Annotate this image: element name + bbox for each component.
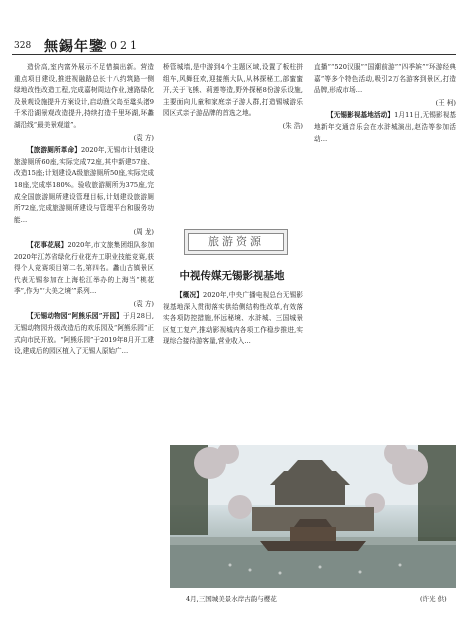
col1-paragraph-4: 于月28日,无锡动物园升级改造后的欢乐园及“阿熊乐园”正式向市民开放。“阿熊乐园”于2019年8月开工建设,建成后的园区植入了无锡人原始广… — [14, 312, 154, 356]
col1-heading-2: 【旅游厕所革命】 — [27, 146, 81, 155]
column-1 — [14, 62, 154, 640]
col2-source-1: (朱 浩) — [282, 121, 303, 130]
article-title: 中视传媒无锡影视基地 — [179, 270, 285, 282]
col1-source-2: (周 龙) — [133, 228, 154, 237]
yearbook-year: 2021 — [100, 39, 140, 52]
col1-source-1: (袁 方) — [133, 133, 154, 142]
column-3 — [314, 62, 456, 440]
article-heading-1: 【概况】 — [176, 291, 203, 299]
col3-heading-2: 【无锡影视基地活动】 — [327, 111, 395, 120]
yearbook-title: 無錫年鑒 — [44, 39, 104, 55]
photo-caption: 4月,三国城美景水岸古韵与樱花 — [186, 595, 277, 603]
column-2 — [163, 62, 303, 222]
article-column — [163, 290, 303, 440]
photo-ancient-city-cherry-blossoms — [170, 445, 456, 588]
page-number: 328 — [14, 41, 32, 51]
col1-heading-4: 【无锡动物园“阿熊乐园”开园】 — [27, 312, 123, 321]
col1-paragraph-2: 2020年,无锡市计划建设旅游厕所60座,实际完成72座,其中新建57座、改造15座;计划建设A级旅游厕所50座,实际完成18座,完成率180%。验收旅游厕所为375座,完成全国旅游厕所建设管理目标,计划建设旅游厕所72座,完成旅游厕所建设与管理平台和服务功能… — [14, 146, 154, 224]
col3-source-1: (王 柯) — [435, 98, 456, 107]
col1-heading-3: 【花事花展】 — [27, 240, 68, 249]
photo-illustration — [170, 445, 456, 588]
col1-source-3: (袁 方) — [133, 299, 154, 308]
section-heading-box — [184, 229, 288, 255]
col1-paragraph-1: 造价高,室内富外展示不足惜搞出新。营造重点项目建设,推进视融路总长十八约筑路一侧绿地改性改造工程,完成嘉树周边作业,速路绿化及景观设施提升方案设计,启动渔父岛至鼋头渚9千米沿湖景观改造提升,持续打造千里环湖,环蠡湖沿线“最美景观道”。 — [14, 63, 154, 129]
col1-paragraph-3: 2020年,市文旅集团组队参加2020年江苏省绿化行业花卉工职业技能竞赛,获得个人竞赛项目第二名,第四名。蠡山古镇景区代表无锡参加在上海松江举办的上海当“桃花季”,作为“‘大美之境’”系列… — [14, 240, 154, 296]
section-heading: 旅游资源 — [188, 233, 284, 251]
col2-paragraph-1: 桥管城墙,是中游到4个主题区域,设置了板柱拼组车,风舞狂欢,迎接熊大队,从林探秘工,部蜜蜜开,关于飞熊、莉莲等造,野外探秘8份游乐设施,主要面向儿童和家庭亲子游人群,打造锡城游乐园区式亲子游品牌的首选之地。 — [163, 63, 303, 118]
col3-paragraph-1: 直播”“520汉服”“国潮前游”“四季嫔”“环游经典嘉”等多个特色活动,吸引2万名游客到景区,打造品牌,形成市场… — [314, 63, 456, 95]
col3-paragraph-2: 1月11日,无锡影视基地新年交通音乐会在水浒城演出,赵浩等参加活动… — [314, 111, 456, 143]
header-rule — [12, 54, 456, 55]
photo-credit: (许光 供) — [420, 595, 447, 603]
article-paragraph-1: 2020年,中央广播电视总台无锡影视基地深入贯彻落实供给侧结构性改革,有效落实各项防控措施,怀远秘境、水浒城、三国城景区复工复产,推动影视城内各项工作稳步推进,实现综合接待游客量,营业收入… — [163, 291, 303, 346]
